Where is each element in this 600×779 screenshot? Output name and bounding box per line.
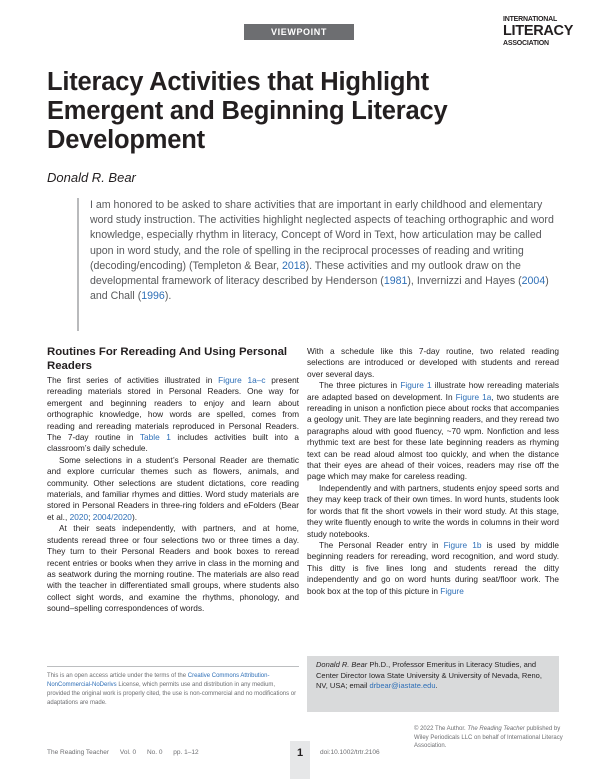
text-run: License, which permits use and distribution in any medium, provided the original work is properly cited, the use is non-commercial and no modifications or adaptations are made. bbox=[47, 682, 297, 706]
text-run: ). These activities and my outlook draw on the developmental framework of literacy described by Henderson ( bbox=[90, 259, 521, 288]
inline-link[interactable]: drbear@iastate.edu bbox=[369, 681, 436, 690]
logo-line-3: ASSOCIATION bbox=[503, 39, 549, 47]
abstract bbox=[77, 198, 559, 331]
open-access-notice bbox=[47, 666, 299, 708]
right-column bbox=[307, 346, 559, 597]
ila-logo bbox=[503, 16, 574, 47]
footer-doi[interactable]: doi:10.1002/trtr.2106 bbox=[320, 749, 380, 756]
inline-link[interactable]: Figure bbox=[440, 585, 464, 596]
body-paragraph bbox=[47, 455, 299, 523]
body-paragraph bbox=[307, 380, 559, 483]
text-run: ; bbox=[88, 511, 93, 522]
inline-link[interactable]: 1996 bbox=[141, 290, 165, 303]
footer-pages: pp. 1–12 bbox=[173, 749, 199, 756]
footer-volume: Vol. 0 bbox=[119, 749, 137, 756]
text-run: illustrate how rereading materials are adapted based on development. In bbox=[307, 380, 560, 402]
text-run: I am honored to be asked to share activities that are important in early childhood and elementary word study instruction. The activities highlight neglected aspects of teaching orthographic and word knowledge, especially rhythm in literacy, Concept of Word in Text, how articulation may be called upon in word study, and the role of spelling in the reciprocal processes of reading and writing (decoding/encoding) (Templeton & Bear, bbox=[90, 199, 554, 272]
inline-link[interactable]: Figure 1a–c bbox=[218, 375, 266, 385]
inline-link[interactable]: Creative Commons Attribution-NonCommercial-NoDerivs bbox=[47, 673, 270, 688]
text-run: , two students are rereading in unison a nonfiction piece about rocks that accompanies a geology unit. They are late beginning readers, and they reread two paragraphs aloud with good fluency, ~70 wpm. Nonfiction and less rhythmic text are best for these late beginning readers as rhyming text can be read aloud almost too quickly, and when the distance that their eyes are ahead of their voices, readers may rise off the page which may make for careless reading. bbox=[307, 391, 559, 482]
body-paragraph bbox=[307, 346, 559, 380]
footer-citation bbox=[47, 749, 208, 756]
left-column bbox=[47, 346, 299, 615]
text-run: © 2022 The Author. bbox=[414, 726, 468, 732]
text-run: includes activities built into a classroom’s daily schedule. bbox=[47, 432, 299, 454]
text-run: . bbox=[435, 681, 438, 690]
text-run: Donald R. Bear bbox=[316, 660, 368, 669]
text-run: This is an open access article under the terms of the bbox=[47, 673, 188, 679]
inline-link[interactable]: Figure 1b bbox=[443, 539, 482, 550]
text-run: Ph.D., Professor Emeritus in Literacy Studies, and Center Director Iowa State University & University of Nevada, Reno, NV, USA; email bbox=[316, 660, 542, 690]
inline-link[interactable]: 1981 bbox=[383, 275, 408, 288]
inline-link[interactable]: 2004 bbox=[521, 275, 546, 288]
body-paragraph bbox=[307, 540, 559, 597]
text-run: ) and Chall ( bbox=[90, 275, 549, 303]
text-run: The Reading Teacher bbox=[467, 726, 525, 732]
text-run: present rereading materials stored in Personal Readers. One way for emergent and beginning readers to enjoy and learn about orthographic knowledge, how words are spelled, comes from reading and rereading materials reproduced in Personal Readers. The 7-day routine in bbox=[47, 375, 299, 443]
body-paragraph bbox=[47, 375, 299, 455]
logo-line-1: INTERNATIONAL bbox=[503, 16, 558, 23]
page-number: 1 bbox=[290, 741, 310, 779]
text-run: ). bbox=[164, 290, 172, 303]
article-author: Donald R. Bear bbox=[47, 170, 136, 185]
copyright-notice bbox=[414, 725, 564, 751]
inline-link[interactable]: 2018 bbox=[281, 259, 306, 272]
logo-line-2: LITERACY bbox=[503, 23, 574, 39]
text-run: The three pictures in bbox=[319, 380, 401, 391]
text-run: ). bbox=[131, 511, 138, 522]
section-tag: VIEWPOINT bbox=[244, 24, 354, 40]
inline-link[interactable]: 2004/2020 bbox=[92, 511, 132, 522]
text-run: published by Wiley Periodicals LLC on behalf of International Literacy Association. bbox=[414, 726, 563, 749]
inline-link[interactable]: 2020 bbox=[69, 511, 89, 522]
body-paragraph bbox=[307, 483, 559, 540]
inline-link[interactable]: Figure 1 bbox=[400, 380, 432, 391]
footer-journal: The Reading Teacher bbox=[47, 749, 110, 756]
text-run: With a schedule like this 7-day routine, two related reading selections are introduced or developed with students and reread over several days. bbox=[307, 346, 559, 379]
text-run: is used by middle beginning readers for rereading, word recognition, and word study. This ditty is five lines long and students reread the ditty independently and go on word hunts during seat/floor work. The book box at the top of this picture in bbox=[307, 539, 559, 596]
inline-link[interactable]: Figure 1a bbox=[455, 391, 492, 402]
author-bio bbox=[307, 656, 559, 712]
text-run: Some selections in a student’s Personal Reader are thematic and explore curricular themes such as flowers, animals, and community. Other selections are student dictations, core reading materials, and familiar rhymes and ditties. Word study materials are stored in Personal Readers in three-ring folders and eFolders (Bear et al., bbox=[47, 454, 299, 522]
article-title: Literacy Activities that Highlight Emergent and Beginning Literacy Development bbox=[47, 68, 448, 154]
inline-link[interactable]: Table 1 bbox=[139, 432, 171, 443]
body-paragraph bbox=[47, 523, 299, 614]
text-run: At their seats independently, with partners, and at home, students reread three or four selections two or three times a day. They turn to their Personal Readers and book boxes to reread recent entries or books when they arrive in class in the morning and as seatwork during the morning routine. The materials are also read with the teacher in differentiated small groups, where students also collect sight words, and examine the rhythms, phonology, and sound–spelling correspondences of words. bbox=[47, 523, 299, 614]
text-run: The first series of activities illustrated in bbox=[47, 375, 219, 385]
text-run: Independently and with partners, students enjoy speed sorts and they may keep track of their own times. In word hunts, students look for words that fit the short vowels in their word study. At this stage, they write fluently enough to write the words in columns in their word study notebooks. bbox=[307, 482, 559, 539]
footer-number: No. 0 bbox=[146, 749, 163, 756]
section-heading: Routines For Rereading And Using Personal Readers bbox=[47, 346, 288, 372]
text-run: ), Invernizzi and Hayes ( bbox=[407, 275, 522, 288]
text-run: The Personal Reader entry in bbox=[319, 539, 444, 550]
